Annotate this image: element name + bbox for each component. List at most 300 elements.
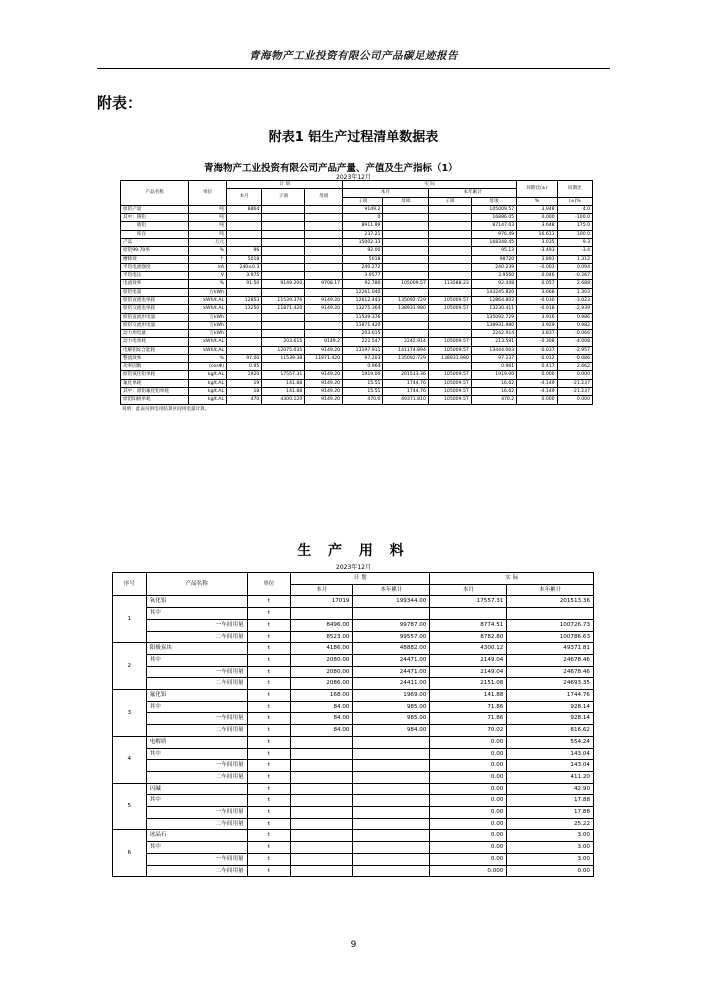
table-row xyxy=(113,818,594,830)
row-value: -0.037 xyxy=(517,346,557,354)
row-label: 原铝交流电单耗 xyxy=(121,305,189,313)
row-value: kg/t.AL xyxy=(189,379,227,387)
row-label: 其中 xyxy=(146,748,247,760)
row-value: 48882.00 xyxy=(353,643,430,655)
row-value: -0.003 xyxy=(517,263,557,271)
row-value xyxy=(353,736,430,748)
row-value: -4.149 xyxy=(517,379,557,387)
row-value: % xyxy=(189,280,227,288)
table-row xyxy=(121,238,593,246)
row-value: 0.057 xyxy=(517,280,557,288)
row-label: 原铝99.70率 xyxy=(121,247,189,255)
row-value: 135092.729 xyxy=(471,313,516,321)
row-seq: 3 xyxy=(113,690,147,737)
table1-title: 附表1 铝生产过程清单数据表 xyxy=(268,130,439,145)
table-row xyxy=(113,666,594,678)
row-value: t xyxy=(247,666,290,678)
row-label: 原铝直流电单耗 xyxy=(121,296,189,304)
row-value: 928.14 xyxy=(507,713,594,725)
th-act-month: 本月 xyxy=(343,189,429,197)
row-value xyxy=(383,205,428,213)
row-value xyxy=(507,608,594,620)
row-value xyxy=(262,288,305,296)
table1-body xyxy=(121,205,593,404)
row-value xyxy=(428,330,471,338)
row-value: 203.615 xyxy=(262,338,305,346)
row-value: 吨 xyxy=(189,214,227,222)
row-value xyxy=(383,230,428,238)
row-label: 电解铝综合能耗 xyxy=(121,346,189,354)
table-row xyxy=(121,230,593,238)
row-value: 16.62 xyxy=(471,379,516,387)
row-value: kWh/t.AL xyxy=(189,346,227,354)
row-value: 97.237 xyxy=(471,354,516,362)
row-value xyxy=(305,363,343,371)
table1-note: 说明：此表仅供电用结算区间用电量计算。 xyxy=(122,406,210,412)
row-value: 0.000 xyxy=(430,865,507,877)
row-value: 1.312 xyxy=(557,255,592,263)
th-same-ratio: 同期比 xyxy=(557,181,592,198)
header-divider xyxy=(97,68,610,69)
th2-act-month: 本月 xyxy=(430,584,507,596)
row-value: 96 xyxy=(227,247,262,255)
row-value: 3.00 xyxy=(507,853,594,865)
row-value xyxy=(383,330,428,338)
row-value: 3.668 xyxy=(517,288,557,296)
row-value: 24411.00 xyxy=(353,678,430,690)
table-row xyxy=(121,222,593,230)
row-value xyxy=(262,321,305,329)
table-row xyxy=(121,272,593,280)
row-value xyxy=(383,222,428,230)
row-value: 91.50 xyxy=(227,280,262,288)
row-value: 3.00 xyxy=(507,842,594,854)
row-value: 92.00 xyxy=(343,247,383,255)
row-value: 12853 xyxy=(227,296,262,304)
th-unit: 单位 xyxy=(189,181,227,206)
row-value xyxy=(428,272,471,280)
row-label: 平均电流强度 xyxy=(121,263,189,271)
row-value xyxy=(383,263,428,271)
row-value: 24693.35 xyxy=(507,678,594,690)
row-value: 5018 xyxy=(227,255,262,263)
row-value xyxy=(428,263,471,271)
row-value: 24678.46 xyxy=(507,666,594,678)
row-value xyxy=(262,214,305,222)
row-value: 0.00 xyxy=(430,818,507,830)
row-value: 1920 xyxy=(227,371,262,379)
table-row xyxy=(121,330,593,338)
row-value: 0.961 xyxy=(471,363,516,371)
row-value: 13230.411 xyxy=(471,305,516,313)
row-value xyxy=(290,795,353,807)
th-act-mother2: 母项 xyxy=(471,197,516,205)
row-value: t xyxy=(247,830,290,842)
row-value: V xyxy=(189,272,227,280)
table-row xyxy=(121,288,593,296)
row-value: 9149.20 xyxy=(305,388,343,396)
row-value: 199344.00 xyxy=(353,596,430,608)
row-label: 原铝直流用电量 xyxy=(121,313,189,321)
row-value: 554.24 xyxy=(507,736,594,748)
row-value: 1744.76 xyxy=(383,379,428,387)
row-value: 万kWh xyxy=(189,288,227,296)
row-value: 984.00 xyxy=(353,725,430,737)
row-value: 928.14 xyxy=(507,701,594,713)
row-value xyxy=(262,255,305,263)
row-value: 201513.36 xyxy=(383,371,428,379)
row-value: 201513.36 xyxy=(507,596,594,608)
table-row xyxy=(113,713,594,725)
row-label: 一车间用量 xyxy=(146,666,247,678)
row-value xyxy=(290,760,353,772)
table1-wrapper xyxy=(120,180,593,412)
row-value: 3.9577 xyxy=(343,272,383,280)
row-value: -3.493 xyxy=(517,247,557,255)
row-value: 24471.00 xyxy=(353,654,430,666)
row-value: 0.000 xyxy=(557,371,592,379)
row-label: 氧化铝 xyxy=(146,596,247,608)
row-value: -21.237 xyxy=(557,388,592,396)
row-value: 2080.00 xyxy=(290,666,353,678)
row-value: 1.303 xyxy=(557,288,592,296)
row-value: 0.00 xyxy=(507,865,594,877)
row-value xyxy=(290,736,353,748)
row-value xyxy=(428,288,471,296)
table-row xyxy=(121,338,593,346)
row-value xyxy=(428,255,471,263)
row-value: 4.0 xyxy=(557,205,592,213)
row-value: 0.000 xyxy=(557,396,592,404)
row-value xyxy=(428,230,471,238)
table-row xyxy=(113,807,594,819)
table-row xyxy=(121,371,593,379)
row-label: 库存 xyxy=(121,230,189,238)
row-value xyxy=(227,230,262,238)
table-row xyxy=(113,654,594,666)
row-value: 3.9560 xyxy=(471,272,516,280)
row-value xyxy=(227,330,262,338)
th-same-unit: (±)% xyxy=(557,197,592,205)
row-value: 0.000 xyxy=(517,214,557,222)
row-value xyxy=(262,363,305,371)
table-row xyxy=(121,363,593,371)
row-value xyxy=(290,865,353,877)
row-value xyxy=(305,238,343,246)
row-value: 0.000 xyxy=(517,371,557,379)
row-value: 0.046 xyxy=(517,272,557,280)
row-value: 8782.80 xyxy=(430,631,507,643)
row-value xyxy=(428,205,471,213)
row-label: 闪碱 xyxy=(146,783,247,795)
row-value xyxy=(383,363,428,371)
row-value xyxy=(305,230,343,238)
row-value: 95.13 xyxy=(471,247,516,255)
row-value xyxy=(430,608,507,620)
table-row xyxy=(121,280,593,288)
row-value xyxy=(262,330,305,338)
row-label: 一车间用量 xyxy=(146,760,247,772)
row-label: 一车间用量 xyxy=(146,713,247,725)
row-value xyxy=(383,321,428,329)
row-value: t xyxy=(247,654,290,666)
row-value: 13275.364 xyxy=(343,305,383,313)
th-act-year-label: 本年累计 xyxy=(428,189,516,197)
row-value xyxy=(353,853,430,865)
row-value: 470.2 xyxy=(471,396,516,404)
table-row xyxy=(113,725,594,737)
row-value xyxy=(305,272,343,280)
row-value: 49371.81 xyxy=(507,643,594,655)
row-value: 105009.57 xyxy=(428,346,471,354)
row-value: t xyxy=(247,795,290,807)
row-label: 氟化铝 xyxy=(146,690,247,702)
row-value: 175.0 xyxy=(557,222,592,230)
row-value: 11539.376 xyxy=(262,296,305,304)
row-seq: 6 xyxy=(113,830,147,877)
row-value: 141174.894 xyxy=(383,346,428,354)
row-value: 0.00 xyxy=(430,853,507,865)
table-row xyxy=(113,771,594,783)
row-value xyxy=(262,222,305,230)
materials-table xyxy=(112,572,594,877)
row-label: 其中：铸铝 xyxy=(121,214,189,222)
row-value: -2.939 xyxy=(557,305,592,313)
row-label: 二车间用量 xyxy=(146,771,247,783)
row-value xyxy=(227,313,262,321)
row-value: 8774.51 xyxy=(430,619,507,631)
table2-header-row-1 xyxy=(113,573,594,585)
row-label: 二车间用量 xyxy=(146,865,247,877)
row-label: 一车间用量 xyxy=(146,807,247,819)
row-value: 237.21 xyxy=(343,230,383,238)
th2-plan-year: 本年累计 xyxy=(353,584,430,596)
row-value: t xyxy=(247,678,290,690)
row-value xyxy=(227,238,262,246)
row-label: 二车间用量 xyxy=(146,818,247,830)
row-value: 0.95 xyxy=(227,363,262,371)
row-value: 2149.04 xyxy=(430,654,507,666)
row-label: 液铝 xyxy=(121,222,189,230)
row-value: 105009.57 xyxy=(428,338,471,346)
row-value: 0.00 xyxy=(430,795,507,807)
row-value: 8911.99 xyxy=(343,222,383,230)
th-act-sub: 子项 xyxy=(343,197,383,205)
row-value: 16886.05 xyxy=(471,214,516,222)
row-value: t xyxy=(247,853,290,865)
table-row xyxy=(121,296,593,304)
row-seq: 4 xyxy=(113,736,147,783)
row-value: 17557.31 xyxy=(430,596,507,608)
row-value: 222.547 xyxy=(343,338,383,346)
row-label: 平均电压 xyxy=(121,272,189,280)
row-value xyxy=(227,346,262,354)
row-value xyxy=(305,222,343,230)
row-value: (cosΦ) xyxy=(189,363,227,371)
row-value: 49371.810 xyxy=(383,396,428,404)
row-value xyxy=(353,760,430,772)
row-value: 0.000 xyxy=(517,396,557,404)
row-value xyxy=(383,313,428,321)
row-value: 2.662 xyxy=(557,363,592,371)
table2-date: 2023年12月 xyxy=(336,564,371,571)
table-row xyxy=(121,354,593,362)
row-value: 9149.20 xyxy=(305,305,343,313)
row-value xyxy=(227,321,262,329)
row-value: 113588.23 xyxy=(428,280,471,288)
row-value: 17019 xyxy=(290,596,353,608)
row-value: 470 xyxy=(227,396,262,404)
row-value: 138931.980 xyxy=(471,321,516,329)
row-value: 9149.2 xyxy=(343,205,383,213)
row-value xyxy=(383,214,428,222)
row-value: 141.88 xyxy=(430,690,507,702)
row-value: 17.88 xyxy=(507,795,594,807)
row-value: 2151.08 xyxy=(430,678,507,690)
row-label: 功率因数 xyxy=(121,363,189,371)
row-value xyxy=(305,330,343,338)
row-value: t xyxy=(247,631,290,643)
row-value xyxy=(353,748,430,760)
row-value: -3.4 xyxy=(557,247,592,255)
row-value: 0.964 xyxy=(343,363,383,371)
row-value: t xyxy=(247,701,290,713)
row-value xyxy=(290,807,353,819)
row-value: kg/t.AL xyxy=(189,388,227,396)
table-row xyxy=(113,619,594,631)
row-value xyxy=(305,321,343,329)
row-value: t xyxy=(247,771,290,783)
row-value: 个 xyxy=(189,255,227,263)
row-value: 0.00 xyxy=(430,736,507,748)
row-value: 71.86 xyxy=(430,701,507,713)
th-plan: 计 划 xyxy=(227,181,343,189)
table-row xyxy=(121,396,593,404)
row-value xyxy=(428,247,471,255)
row-value: t xyxy=(247,619,290,631)
row-value: 2242.914 xyxy=(383,338,428,346)
row-value xyxy=(383,238,428,246)
th2-plan-month: 本月 xyxy=(290,584,353,596)
row-value xyxy=(353,608,430,620)
table2-body xyxy=(113,596,594,877)
row-label: 其中 xyxy=(146,842,247,854)
row-value: 0.00 xyxy=(430,760,507,772)
row-value: 24678.46 xyxy=(507,654,594,666)
row-value xyxy=(353,842,430,854)
row-value: % xyxy=(189,354,227,362)
table-row xyxy=(113,678,594,690)
row-value: 105009.57 xyxy=(428,396,471,404)
row-value: 97.203 xyxy=(343,354,383,362)
row-value xyxy=(305,263,343,271)
row-value: 8496.00 xyxy=(290,619,353,631)
row-value: 0.00 xyxy=(430,842,507,854)
row-value: 12864.802 xyxy=(471,296,516,304)
row-value: 3.975 xyxy=(227,272,262,280)
row-value: 105009.57 xyxy=(383,280,428,288)
row-value: 976.49 xyxy=(471,230,516,238)
row-value: t xyxy=(247,596,290,608)
table-row xyxy=(121,255,593,263)
row-value: 15.51 xyxy=(343,388,383,396)
row-value: t xyxy=(247,807,290,819)
row-value: t xyxy=(247,865,290,877)
row-value xyxy=(227,338,262,346)
row-value: 3.648 xyxy=(517,222,557,230)
row-value: 141.88 xyxy=(262,388,305,396)
row-value: kWh/t.AL xyxy=(189,338,227,346)
row-label: 二车间用量 xyxy=(146,678,247,690)
table-row xyxy=(113,596,594,608)
row-value xyxy=(290,853,353,865)
row-value xyxy=(353,818,430,830)
row-label: 一车间用量 xyxy=(146,619,247,631)
row-value xyxy=(305,247,343,255)
row-label: 电解质 xyxy=(146,736,247,748)
row-value: -4.149 xyxy=(517,388,557,396)
row-value: 84.00 xyxy=(290,701,353,713)
th2-plan: 计 划 xyxy=(290,573,429,585)
row-value: 3.00 xyxy=(507,830,594,842)
row-label: 一车间用量 xyxy=(146,853,247,865)
row-value: 19 xyxy=(227,379,262,387)
row-value: 42.90 xyxy=(507,783,594,795)
row-value: 18 xyxy=(227,388,262,396)
row-value xyxy=(262,205,305,213)
row-value: -0.308 xyxy=(517,338,557,346)
running-header-title: 青海物产工业投资有限公司产品碳足迹报告 xyxy=(249,50,458,62)
row-value: t xyxy=(247,713,290,725)
th-ring-ratio: 环期比(±) xyxy=(517,181,557,198)
row-value xyxy=(428,313,471,321)
row-label: 二车间用量 xyxy=(146,725,247,737)
row-value: 16.611 xyxy=(517,230,557,238)
row-value: 0.00 xyxy=(430,771,507,783)
table-row xyxy=(121,321,593,329)
table-row xyxy=(113,748,594,760)
th-act-sub2: 子项 xyxy=(428,197,471,205)
table-row xyxy=(121,313,593,321)
row-value: 92.448 xyxy=(471,280,516,288)
row-value: 70.02 xyxy=(430,725,507,737)
th-act-mother: 母项 xyxy=(383,197,428,205)
row-label: 动力用电量 xyxy=(121,330,189,338)
row-value: 万元 xyxy=(189,238,227,246)
row-value xyxy=(383,247,428,255)
row-label: 产品 xyxy=(121,238,189,246)
row-value: 2.688 xyxy=(557,280,592,288)
row-value: -0.012 xyxy=(517,354,557,362)
row-value: 0.00 xyxy=(430,783,507,795)
row-value: -100.0 xyxy=(557,214,592,222)
row-value: 11871.420 xyxy=(262,305,305,313)
row-value: 143245.820 xyxy=(471,288,516,296)
row-value: 1744.76 xyxy=(507,690,594,702)
row-value: 3.929 xyxy=(517,321,557,329)
row-seq: 2 xyxy=(113,643,147,690)
table1-subtitle: 青海物产工业投资有限公司产品产量、产值及生产指标（1） xyxy=(204,163,458,174)
row-value: 985.00 xyxy=(353,713,430,725)
row-value: 2080.00 xyxy=(290,654,353,666)
row-value: 9149.20 xyxy=(305,296,343,304)
row-value xyxy=(428,238,471,246)
row-label: 槽除效 xyxy=(121,255,189,263)
row-value: 168.00 xyxy=(290,690,353,702)
row-label: 阳极炭块 xyxy=(146,643,247,655)
row-value xyxy=(428,363,471,371)
table1-header-row-1 xyxy=(121,181,593,189)
